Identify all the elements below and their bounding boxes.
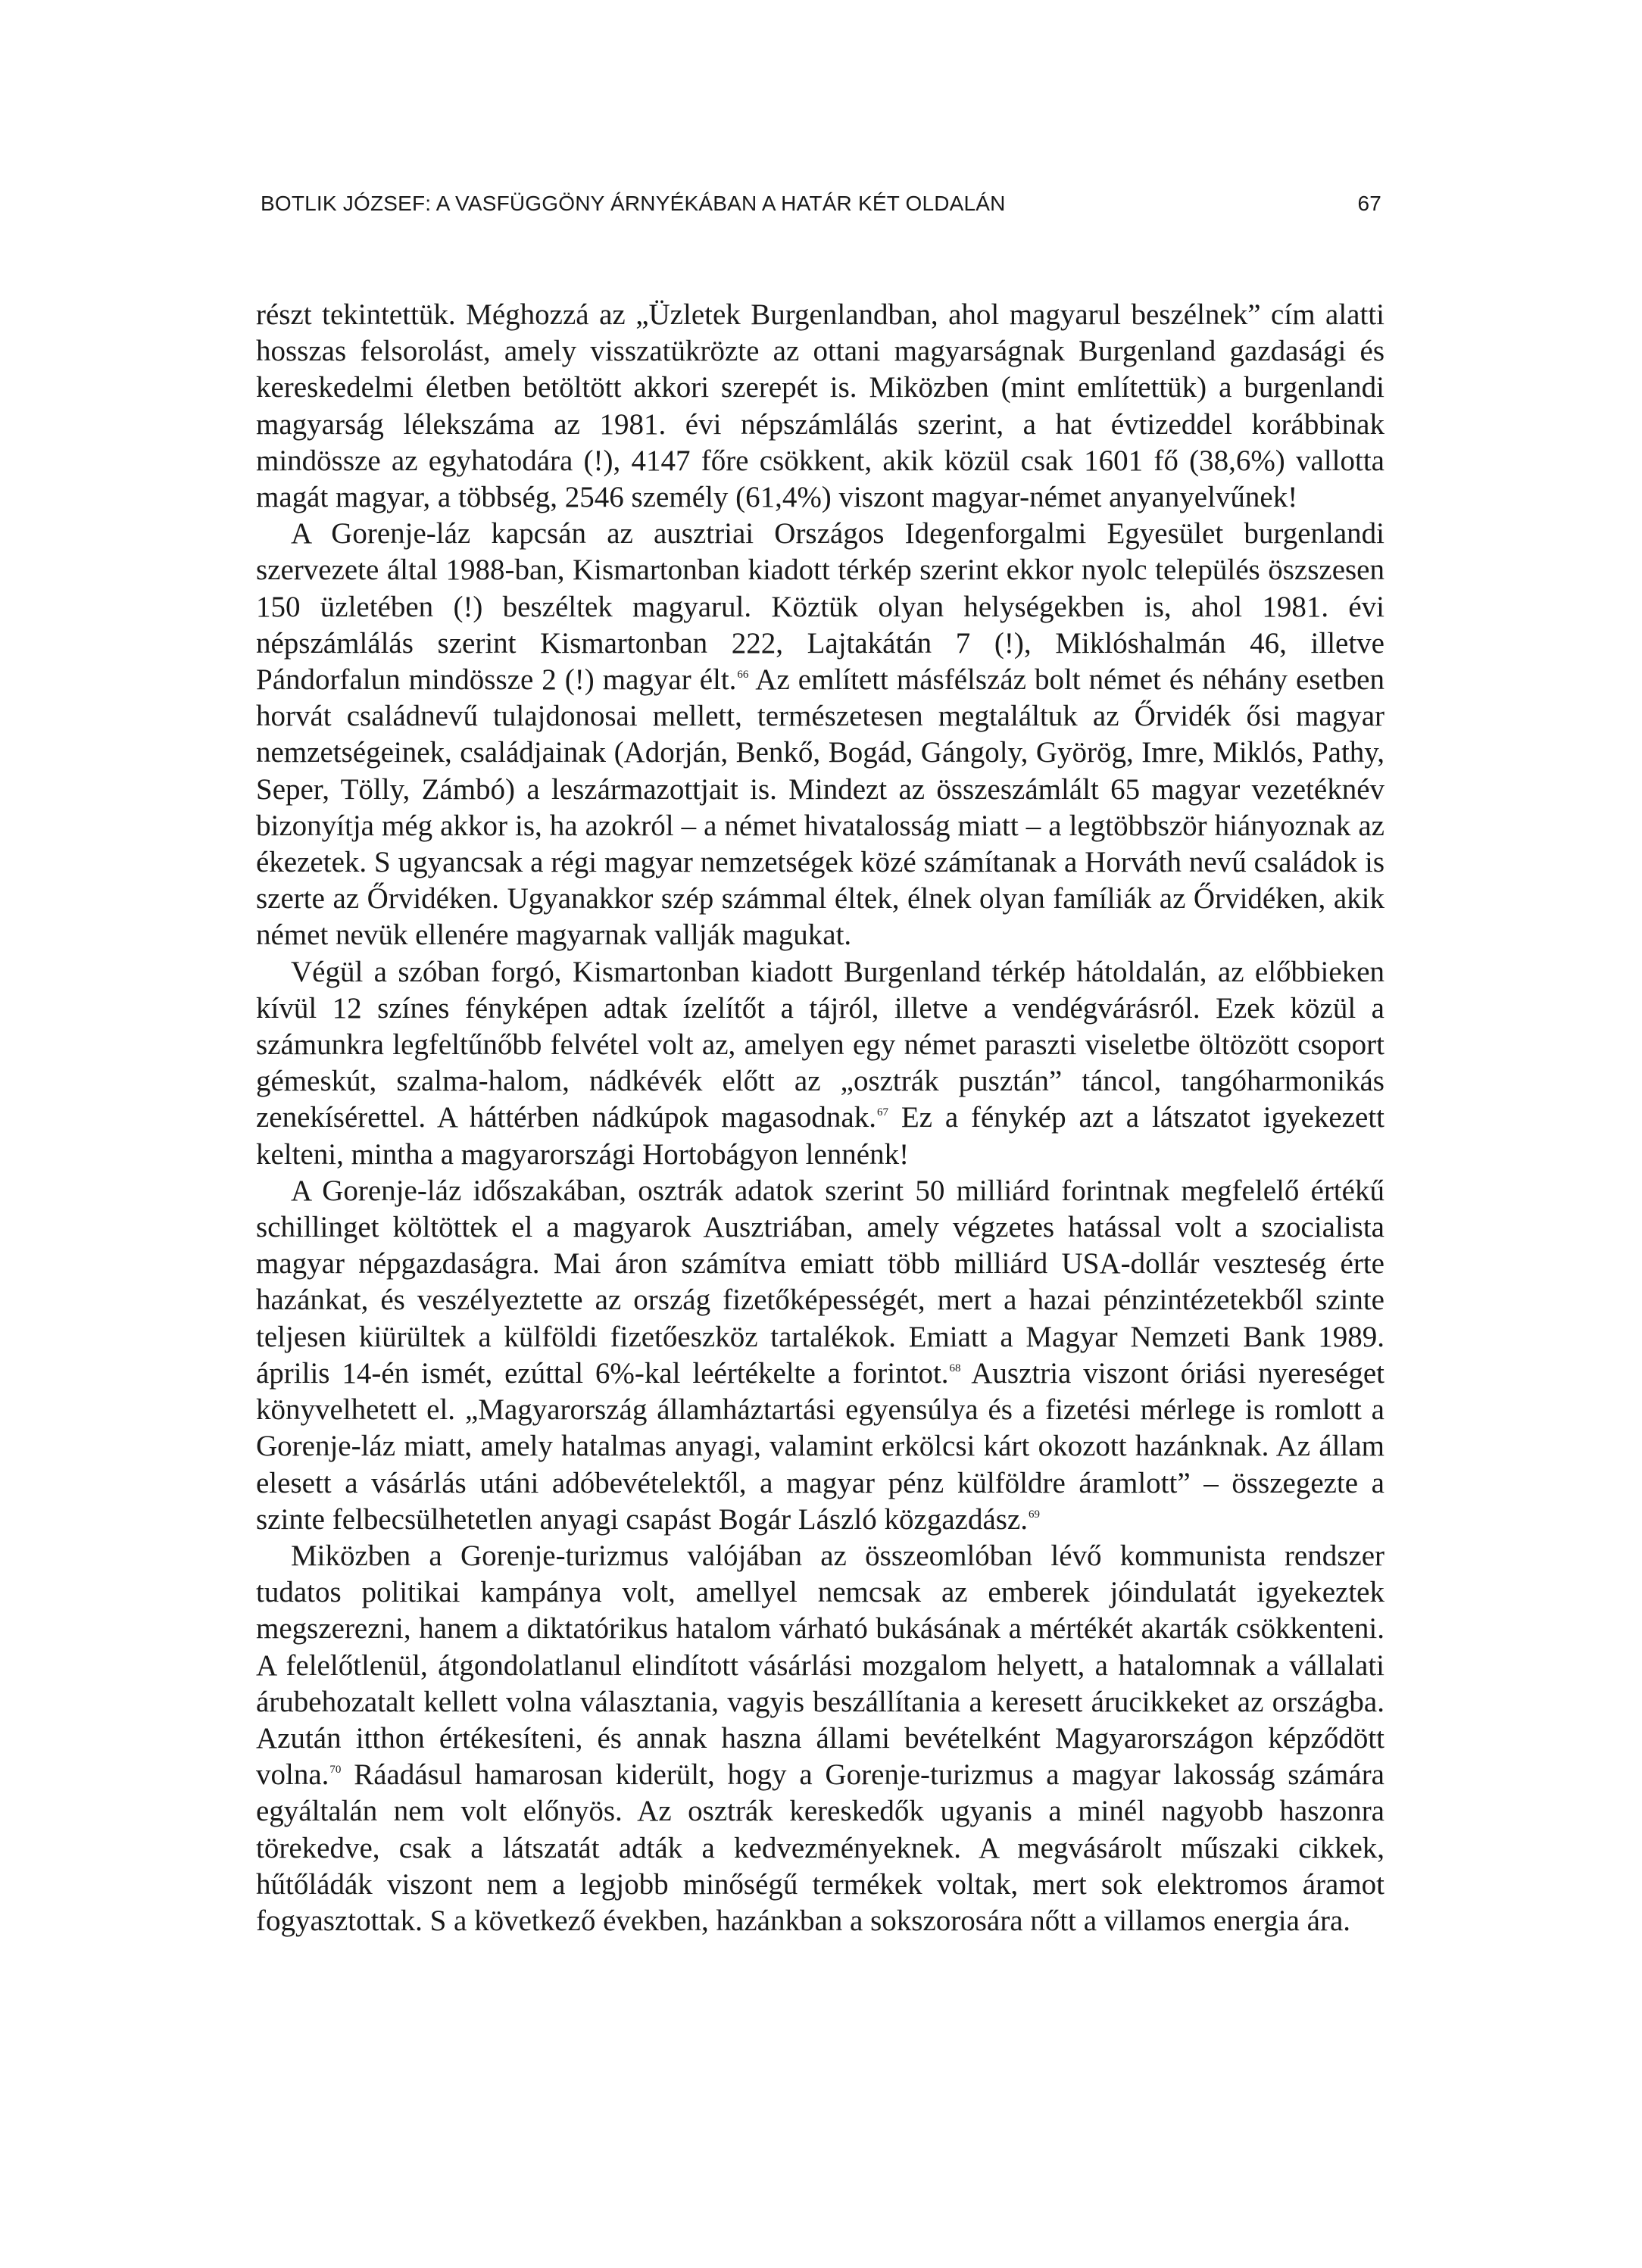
paragraph xyxy=(256,297,1384,516)
footnote-reference[interactable]: 66 xyxy=(737,669,749,682)
footnote-reference[interactable]: 67 xyxy=(877,1106,888,1119)
paragraph xyxy=(256,1538,1384,1939)
paragraph-text: Ez a fénykép azt a látszatot igyekezett kelteni, mintha a magyarországi Hortobágyon lennénk! xyxy=(256,1101,1385,1171)
running-title: BOTLIK JÓZSEF: A VASFÜGGÖNY ÁRNYÉKÁBAN A HATÁR KÉT OLDALÁN xyxy=(261,192,1006,215)
paragraph-text: Az említett másfélszáz bolt német és néhány esetben horvát családnevű tulajdonosai mellett, természetesen megtaláltuk az Őrvidék ősi magyar nemzetségeinek, családjainak (Adorján, Benkő, Bogád, Gángoly, Györög, Imre, Miklós, Pathy, Seper, Tölly, Zámbó) a leszármazottjait is. Mindezt az összeszámlált 65 magyar vezetéknév bizonyítja még akkor is, ha azokról – a német hivatalosság miatt – a legtöbbször hiányoznak az ékezetek. S ugyancsak a régi magyar nemzetségek közé számítanak a Horváth nevű családok is szerte az Őrvidéken. Ugyanakkor szép számmal éltek, élnek olyan famíliák az Őrvidéken, akik német nevük ellenére magyarnak vallják magukat. xyxy=(256,663,1384,952)
page-number: 67 xyxy=(1357,192,1381,215)
body-text xyxy=(256,297,1384,1939)
paragraph xyxy=(256,954,1384,1173)
footnote-reference[interactable]: 70 xyxy=(329,1764,342,1777)
footnote-reference[interactable]: 68 xyxy=(949,1362,961,1374)
paragraph-text: A Gorenje-láz kapcsán az ausztriai Országos Idegenforgalmi Egyesület burgenlandi szervezete által 1988-ban, Kismartonban kiadott térkép szerint ekkor nyolc település öszszesen 150 üzletében (!) beszéltek magyarul. Köztük olyan helységekben is, ahol 1981. évi népszámlálás szerint Kismartonban 222, Lajtakátán 7 (!), Miklóshalmán 46, illetve Pándorfalun mindössze 2 (!) magyar élt. xyxy=(256,517,1384,697)
paragraph-text: Miközben a Gorenje-turizmus valójában az összeomlóban lévő kommunista rendszer tudatos politikai kampánya volt, amellyel nemcsak az emberek jóindulatát igyekeztek megszerezni, hanem a diktatórikus hatalom várható bukásának a mértékét akarták csökkenteni. A felelőtlenül, átgondolatlanul elindított vásárlási mozgalom helyett, a hatalomnak a vállalati árubehozatalt kellett volna választania, vagyis beszállítania a keresett árucikkeket az országba. Azután itthon értékesíteni, és annak haszna állami bevételként Magyarországon képződött volna. xyxy=(256,1539,1384,1792)
paragraph-text: részt tekintettük. Méghozzá az „Üzletek Burgenlandban, ahol magyarul beszélnek” cím alatti hosszas felsorolást, amely visszatükrözte az ottani magyarságnak Burgenland gazdasági és kereskedelmi életben betöltött akkori szerepét is. Miközben (mint említettük) a burgenlandi magyarság lélekszáma az 1981. évi népszámlálás szerint, a hat évtizeddel korábbinak mindössze az egyhatodára (!), 4147 főre csökkent, akik közül csak 1601 fő (38,6%) vallotta magát magyar, a többség, 2546 személy (61,4%) viszont magyar-német anyanyelvűnek! xyxy=(256,298,1384,514)
running-header xyxy=(261,192,1381,222)
paragraph-text: Ráadásul hamarosan kiderült, hogy a Gorenje-turizmus a magyar lakosság számára egyáltalán nem volt előnyös. Az osztrák kereskedők ugyanis a minél nagyobb haszonra törekedve, csak a látszatát adták a kedvezményeknek. A megvásárolt műszaki cikkek, hűtőládák viszont nem a legjobb minőségű termékek voltak, mert sok elektromos áramot fogyasztottak. S a következő években, hazánkban a sokszorosára nőtt a villamos energia ára. xyxy=(256,1758,1384,1937)
paragraph xyxy=(256,1173,1384,1538)
paragraph-text: A Gorenje-láz időszakában, osztrák adatok szerint 50 milliárd forintnak megfelelő értékű schillinget költöttek el a magyarok Ausztriában, amely végzetes hatással volt a szocialista magyar népgazdaságra. Mai áron számítva emiatt több milliárd USA-dollár veszteség érte hazánkat, és veszélyeztette az ország fizetőképességét, mert a hazai pénzintézetekből szinte teljesen kiürültek a külföldi fizetőeszköz tartalékok. Emiatt a Magyar Nemzeti Bank 1989. április 14-én ismét, ezúttal 6%-kal leértékelte a forintot. xyxy=(256,1174,1384,1390)
footnote-reference[interactable]: 69 xyxy=(1029,1508,1040,1521)
paragraph-text: Ausztria viszont óriási nyereséget könyvelhetett el. „Magyarország államháztartási egyensúlya és a fizetési mérlege is romlott a Gorenje-láz miatt, amely hatalmas anyagi, valamint erkölcsi kárt okozott hazánknak. Az állam elesett a vásárlás utáni adóbevételektől, a magyar pénz külföldre áramlott” – összegezte a szinte felbecsülhetetlen anyagi csapást Bogár László közgazdász. xyxy=(256,1356,1384,1536)
paragraph xyxy=(256,516,1384,953)
paragraph-text: Végül a szóban forgó, Kismartonban kiadott Burgenland térkép hátoldalán, az előbbieken kívül 12 színes fényképen adtak ízelítőt a tájról, illetve a vendégvárásról. Ezek közül a számunkra legfeltűnőbb felvétel volt az, amelyen egy német paraszti viseletbe öltözött csoport gémeskút, szalma-halom, nádkévék előtt az „osztrák pusztán” táncol, tangóharmonikás zenekísérettel. A háttérben nádkúpok magasodnak. xyxy=(256,955,1384,1134)
